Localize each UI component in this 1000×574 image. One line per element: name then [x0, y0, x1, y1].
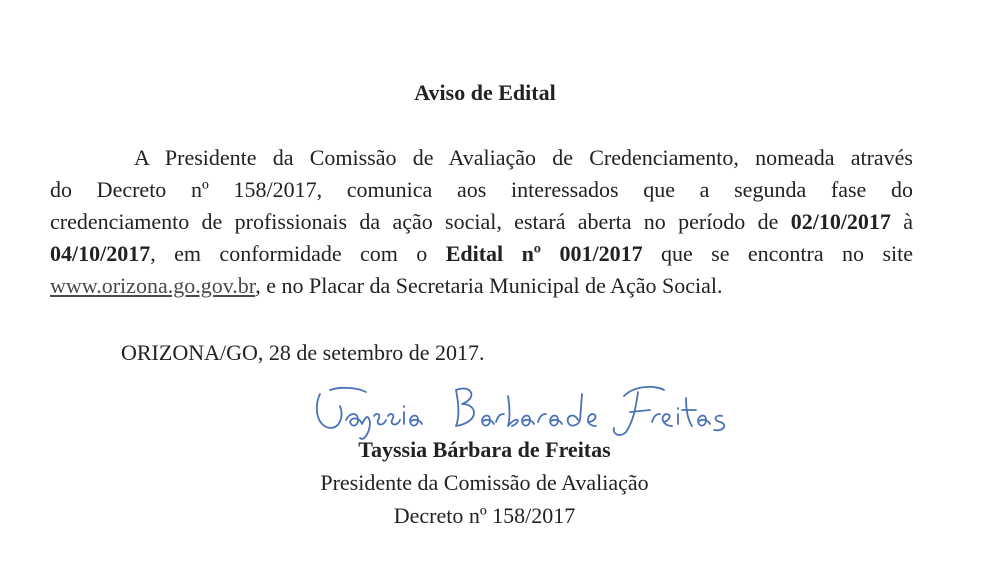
handwritten-signature: [306, 376, 776, 446]
edital-reference: Edital nº 001/2017: [445, 241, 643, 266]
signer-name: Tayssia Bárbara de Freitas: [358, 437, 611, 462]
paragraph-line-5: [50, 270, 913, 302]
paragraph-line-5-end: , e no Placar da Secretaria Municipal de Ação Social.: [255, 273, 723, 298]
paragraph-line-3: [50, 206, 913, 238]
paragraph-line-4-end: que se encontra no site: [661, 241, 913, 266]
end-date: 04/10/2017: [50, 241, 151, 266]
notice-paragraph: [50, 142, 913, 302]
paragraph-line-4-mid: , em conformidade com o: [150, 241, 428, 266]
document-title: Aviso de Edital: [414, 80, 556, 105]
paragraph-line-4: [50, 238, 913, 270]
place-and-date: ORIZONA/GO, 28 de setembro de 2017.: [121, 340, 485, 365]
paragraph-line-3-end: à: [903, 209, 914, 234]
paragraph-line-1: A Presidente da Comissão de Avaliação de Credenciamento, nomeada através: [134, 145, 913, 170]
paragraph-line-2: do Decreto nº 158/2017, comunica aos interessados que a segunda fase do: [50, 177, 913, 202]
signer-decree: Decreto nº 158/2017: [393, 503, 576, 528]
signer-role: Presidente da Comissão de Avaliação: [320, 470, 649, 495]
paragraph-line-3-text: credenciamento de profissionais da ação social, estará aberta no período de: [50, 209, 779, 234]
start-date: 02/10/2017: [790, 209, 891, 234]
website-link[interactable]: www.orizona.go.gov.br: [50, 273, 256, 298]
